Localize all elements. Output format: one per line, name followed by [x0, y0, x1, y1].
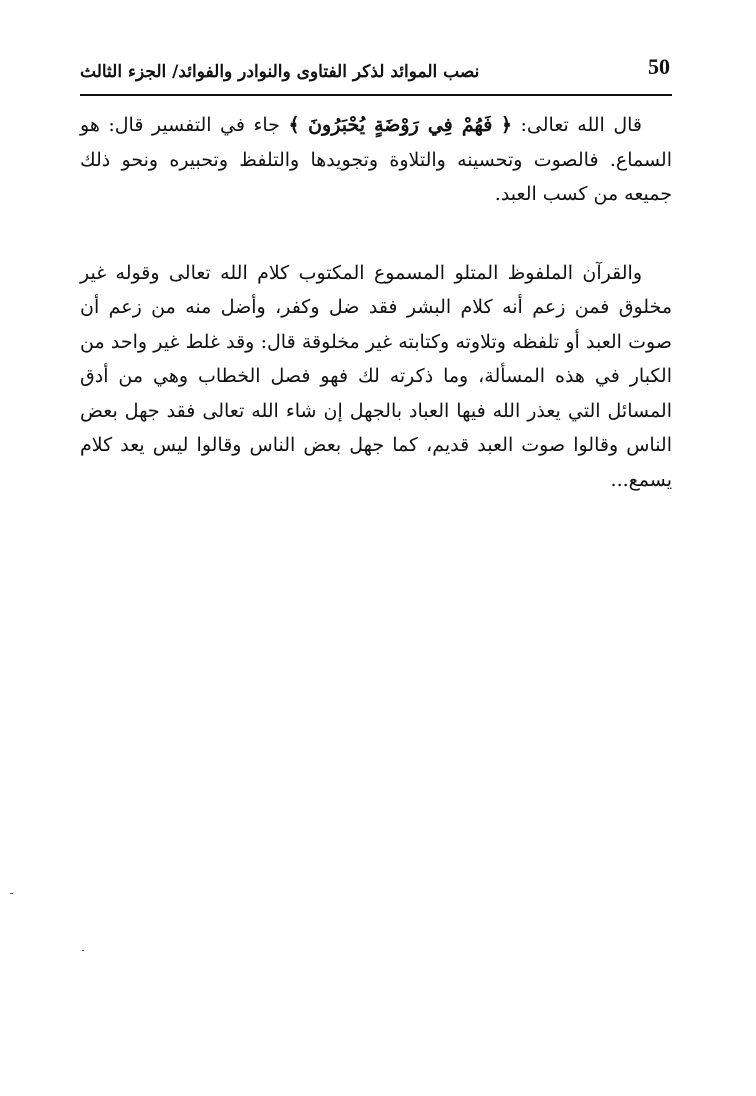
header-rule	[80, 94, 672, 96]
running-title: نصب الموائد لذكر الفتاوى والنوادر والفوائد/ الجزء الثالث	[80, 62, 480, 82]
margin-speck	[82, 950, 84, 951]
paragraph-quran-uncreated: والقرآن الملفوظ المتلو المسموع المكتوب كلام الله تعالى وقوله غير مخلوق فمن زعم أنه كلام البشر فقد ضل وكفر، وأضل منه من زعم أن صوت العبد أو تلفظه وتلاوته وكتابته غير مخلوقة قال: وقد غلط غير واحد من الكبار في هذه المسألة، وما ذكرته لك فهو فصل الخطاب وهي من أدق المسائل التي يعذر الله فيها العباد بالجهل إن شاء الله تعالى فقد جهل بعض الناس وقالوا صوت العبد قديم، كما جهل بعض الناس وقالوا ليس يعد كلام يسمع...	[80, 261, 672, 491]
paragraph-quran-verse	[80, 108, 672, 212]
quran-verse: فَهُمْ فِي رَوْضَةٍ يُحْبَرُونَ	[308, 114, 493, 136]
margin-speck	[10, 893, 13, 894]
verse-bracket-open: ﴿	[500, 114, 512, 136]
text-before-verse: قال الله تعالى:	[520, 114, 643, 136]
page-header	[80, 54, 672, 88]
verse-bracket-close: ﴾	[288, 114, 300, 136]
page-number: 50	[648, 54, 670, 79]
body-text	[80, 108, 672, 497]
text-after-verse: جاء في التفسير قال: هو السماع. فالصوت وتحسينه والتلاوة وتجويدها والتلفظ وتحبيره ونحو ذلك جميعه من كسب العبد.	[80, 114, 672, 205]
